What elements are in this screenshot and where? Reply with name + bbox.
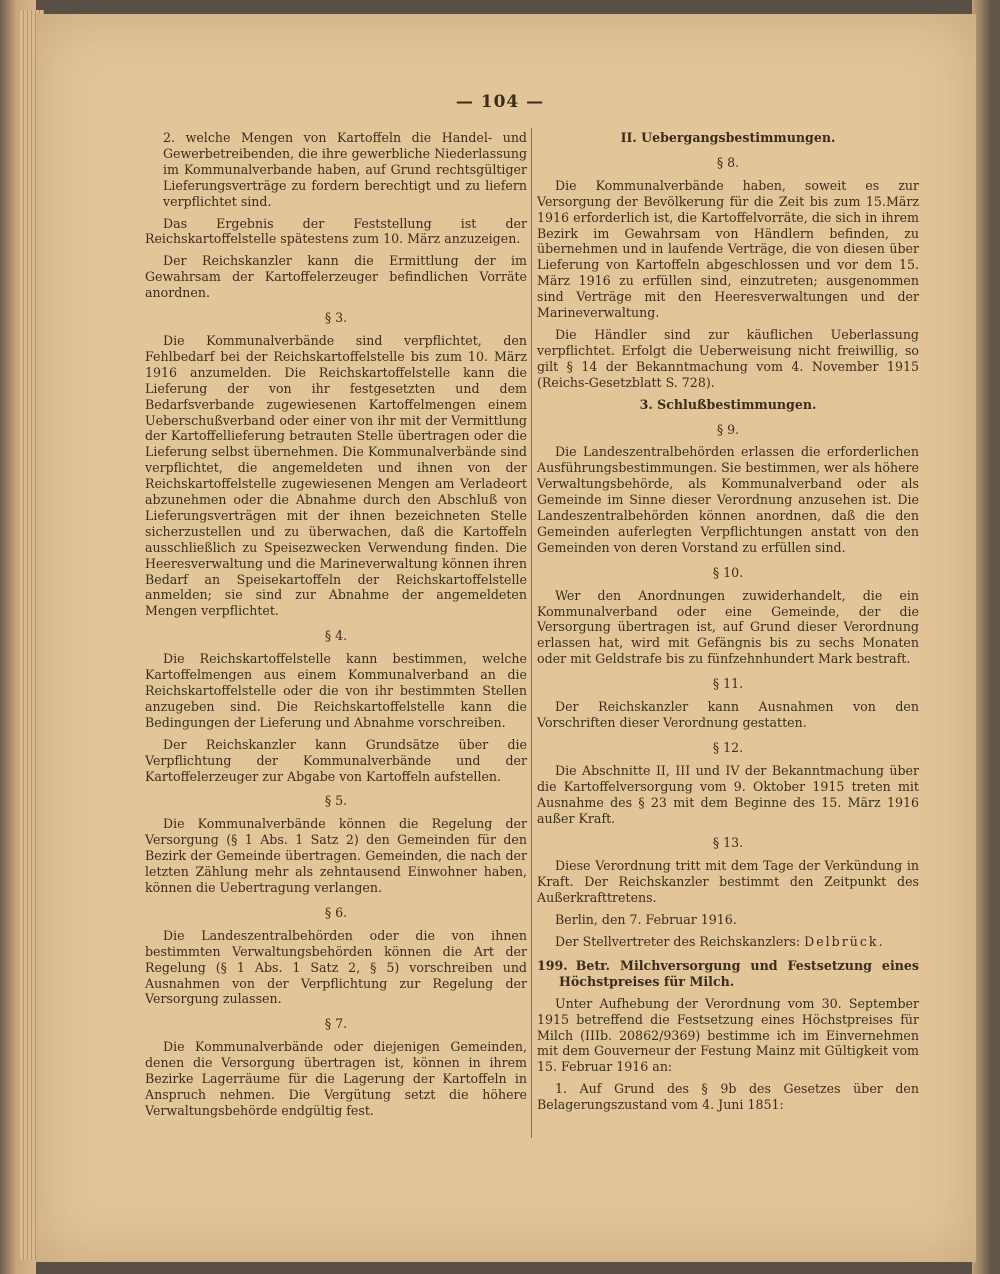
paragraph: Das Ergebnis der Feststellung ist der Reichskartoffelstelle spätestens zum 10. März anzuzeigen. bbox=[145, 215, 527, 247]
section-3-text: Die Kommunalverbände sind verpflichtet, den Fehlbedarf bei der Reichskartoffelstelle bis zum 10. März 1916 anzumelden. Die Reichskartoffelstelle kann die Lieferung der von ihr festgesetzten und dem Bedarfsverbande zugewiesenen Kartoffelmengen einem Ueberschußverband oder einer von ihr mit der Vermittlung der Kartoffellieferung betrauten Stelle übertragen oder die Lieferung selbst übernehmen. Die Kommunalverbände sind verpflichtet, die angemeldeten und ihnen von der Reichskartoffelstelle zugewiesenen Mengen am Verladeort abzunehmen oder die Abnahme durch den Abschluß von Lieferungsverträgen mit der ihnen bezeichneten Stelle sicherzustellen und zu überwachen, daß die Kartoffeln ausschließlich zu Speisezwecken Verwendung finden. Die Heeresverwaltung und die Marineverwaltung können ihren Bedarf an Speisekartoffeln der Reichskartoffelstelle anmelden; sie sind zur Abnahme der angemeldeten Mengen verpflichtet. bbox=[145, 332, 527, 619]
right-column bbox=[537, 130, 919, 1119]
signature-prefix: Der Stellvertreter des Reichskanzlers: bbox=[555, 933, 801, 949]
section-heading-5: § 5. bbox=[324, 793, 348, 809]
section-heading-4: § 4. bbox=[324, 628, 348, 644]
section-10-text: Wer den Anordnungen zuwiderhandelt, die ein Kommunalverband oder eine Gemeinde, der die Versorgung übertragen ist, auf Grund dieser Verordnung erlassen hat, wird mit Gefängnis bis zu sechs Monaten oder mit Geldstrafe bis zu fünfzehnhundert Mark bestraft. bbox=[537, 587, 919, 667]
section-heading-11: § 11. bbox=[712, 676, 744, 692]
heading-transitional-provisions: II. Uebergangsbestimmungen. bbox=[620, 130, 836, 145]
left-column bbox=[145, 130, 527, 1125]
section-13-text: Diese Verordnung tritt mit dem Tage der Verkündung in Kraft. Der Reichskanzler bestimmt den Zeitpunkt des Außerkrafttretens. bbox=[537, 858, 919, 906]
paragraph: Der Reichskanzler kann die Ermittlung der im Gewahrsam der Kartoffelerzeuger befindlichen Vorräte anordnen. bbox=[145, 253, 527, 301]
decree-number: 199. bbox=[537, 957, 568, 973]
section-heading-13: § 13. bbox=[712, 835, 744, 851]
section-4-text: Die Reichskartoffelstelle kann bestimmen, welche Kartoffelmengen aus einem Kommunalverband an die Reichskartoffelstelle oder die von ihr bestimmten Stellen anzugeben sind. Die Reichskartoffelstelle kann die Bedingungen der Lieferung und Abnahme vorschreiben. bbox=[145, 651, 527, 730]
section-heading-6: § 6. bbox=[324, 904, 348, 920]
section-heading-8: § 8. bbox=[716, 154, 740, 170]
decree-title bbox=[537, 958, 919, 990]
section-8-text: Die Kommunalverbände haben, soweit es zur Versorgung der Bevölkerung für die Zeit bis zum 15.März 1916 erforderlich ist, die Kartoffelvorräte, die sich in ihrem Bezirk im Gewahrsam von Händlern befinden, zu übernehmen und in laufende Verträge, die von diesen über Lieferung von Kartoffeln abgeschlossen und vor dem 15. März 1916 zu erfüllen sind, einzutreten; ausgenommen sind Verträge mit den Heeresverwaltungen und der Marineverwaltung. bbox=[537, 177, 919, 321]
section-6-text: Die Landeszentralbehörden oder die von ihnen bestimmten Verwaltungsbehörden können die Art der Regelung (§ 1 Abs. 1 Satz 2, § 5) vorschreiben und Ausnahmen von der Verpflichtung zur Regelung der Versorgung zulassen. bbox=[145, 927, 527, 1007]
decree-text: Unter Aufhebung der Verordnung vom 30. September 1915 betreffend die Festsetzung eines Höchstpreises für Milch (IIIb. 20862/9369) bestimme ich im Einvernehmen mit dem Gouverneur der Festung Mainz mit Gültigkeit vom 15. Februar 1916 an: bbox=[537, 995, 919, 1075]
section-7-text: Die Kommunalverbände oder diejenigen Gemeinden, denen die Versorgung übertragen ist, können in ihrem Bezirke Lagerräume für die Lagerung der Kartoffeln in Anspruch nehmen. Die Vergütung setzt die höhere Verwaltungsbehörde endgültig fest. bbox=[145, 1039, 527, 1118]
decree-item-1: 1. Auf Grund des § 9b des Gesetzes über den Belagerungszustand vom 4. Juni 1851: bbox=[537, 1081, 919, 1113]
list-item-2: 2. welche Mengen von Kartoffeln die Handel- und Gewerbetreibenden, die ihre gewerbliche Niederlassung im Kommunalverbande haben, auf Grund rechtsgültiger Lieferungsverträge zu fordern berechtigt und zu liefern verpflichtet sind. bbox=[163, 130, 527, 209]
section-9-text: Die Landeszentralbehörden erlassen die erforderlichen Ausführungsbestimmungen. Sie bestimmen, wer als höhere Verwaltungsbehörde, als Kommunalverband oder als Gemeinde im Sinne dieser Verordnung anzusehen ist. Die Landeszentralbehörden können anordnen, daß die den Gemeinden auferlegten Verpflichtungen anstatt von den Gemeinden von deren Vorstand zu erfüllen sind. bbox=[537, 444, 919, 555]
section-heading-3: § 3. bbox=[324, 310, 348, 326]
page-number: — 104 — bbox=[455, 92, 545, 112]
section-8-text-2: Die Händler sind zur käuflichen Ueberlassung verpflichtet. Erfolgt die Ueberweisung nicht freiwillig, so gilt § 14 der Bekanntmachung vom 4. November 1915 (Reichs-Gesetzblatt S. 728). bbox=[537, 326, 919, 390]
section-4-text-2: Der Reichskanzler kann Grundsätze über die Verpflichtung der Kommunalverbände und der Kartoffelerzeuger zur Abgabe von Kartoffeln aufstellen. bbox=[145, 736, 527, 784]
section-heading-7: § 7. bbox=[324, 1016, 348, 1032]
section-heading-12: § 12. bbox=[712, 739, 744, 755]
right-page-edge bbox=[972, 0, 1000, 1274]
section-12-text: Die Abschnitte II, III und IV der Bekanntmachung über die Kartoffelversorgung vom 9. Oktober 1915 treten mit Ausnahme des § 23 mit dem Beginne des 15. März 1916 außer Kraft. bbox=[537, 762, 919, 826]
signature-line bbox=[537, 934, 919, 950]
section-heading-9: § 9. bbox=[716, 421, 740, 437]
decree-title-text: Betr. Milchversorgung und Festsetzung eines Höchstpreises für Milch. bbox=[559, 957, 919, 989]
column-divider bbox=[531, 128, 532, 1138]
section-5-text: Die Kommunalverbände können die Regelung der Versorgung (§ 1 Abs. 1 Satz 2) den Gemeinden für den Bezirk der Gemeinde übertragen. Gemeinden, die nach der letzten Zählung mehr als zehntausend Einwohner haben, können die Uebertragung verlangen. bbox=[145, 816, 527, 895]
signature-name: Delbrück. bbox=[804, 933, 885, 949]
heading-final-provisions: 3. Schlußbestimmungen. bbox=[639, 396, 817, 412]
section-11-text: Der Reichskanzler kann Ausnahmen von den Vorschriften dieser Verordnung gestatten. bbox=[537, 699, 919, 730]
section-heading-10: § 10. bbox=[712, 564, 744, 580]
date-line: Berlin, den 7. Februar 1916. bbox=[555, 912, 737, 928]
